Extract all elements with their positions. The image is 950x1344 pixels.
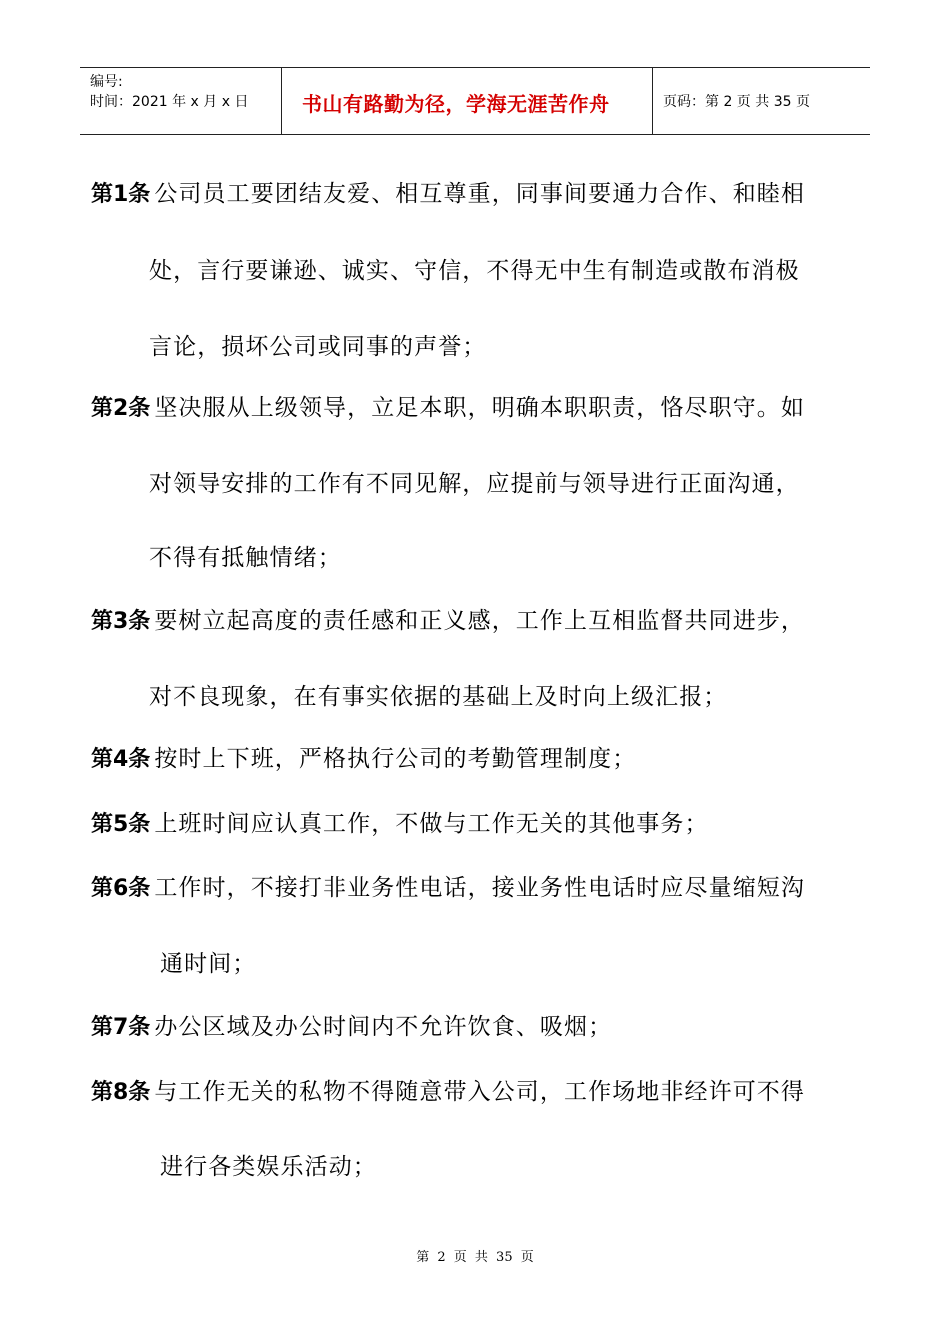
article-6-text-1: 工作时，不接打非业务性电话，接业务性电话时应尽量缩短沟: [154, 875, 806, 901]
article-7-label: 第7条: [91, 1015, 151, 1040]
article-5-label: 第5条: [91, 812, 151, 837]
header-motto: 书山有路勤为径，学海无涯苦作舟: [302, 91, 610, 116]
article-2-text-1: 坚决服从上级领导，立足本职，明确本职职责，恪尽职守。如: [154, 395, 806, 421]
article-8-label: 第8条: [91, 1080, 151, 1105]
article-1-line-2: 处，言行要谦逊、诚实、守信，不得无中生有制造或散布消极: [149, 258, 800, 284]
page-header: [80, 67, 870, 135]
article-8-text-1: 与工作无关的私物不得随意带入公司，工作场地非经许可不得: [154, 1079, 806, 1105]
header-motto-cell: [282, 68, 653, 134]
article-2-line-1: [91, 393, 805, 424]
article-7-line-1: [91, 1012, 612, 1043]
article-8-line-1: [91, 1077, 805, 1108]
document-time-label: 时间：2021 年 x 月 x 日: [90, 94, 249, 110]
article-3-line-1: [91, 606, 805, 637]
article-4-label: 第4条: [91, 747, 151, 772]
article-2-line-3: 不得有抵触情绪；: [149, 545, 342, 571]
article-3-label: 第3条: [91, 609, 151, 634]
document-number-label: 编号:: [90, 74, 123, 90]
article-4-text-1: 按时上下班，严格执行公司的考勤管理制度；: [154, 746, 637, 772]
header-page-info: 页码：第 2 页 共 35 页: [663, 94, 810, 110]
article-6-line-1: [91, 873, 805, 904]
article-1-line-3: 言论，损坏公司或同事的声誉；: [149, 334, 487, 360]
article-6-label: 第6条: [91, 876, 151, 901]
article-2-label: 第2条: [91, 396, 151, 421]
header-meta-cell: [80, 68, 282, 134]
article-5-text-1: 上班时间应认真工作，不做与工作无关的其他事务；: [154, 811, 709, 837]
article-1-label: 第1条: [91, 182, 151, 207]
article-8-line-2: 进行各类娱乐活动；: [160, 1154, 377, 1180]
article-5-line-1: [91, 809, 709, 840]
page-footer: 第 2 页 共 35 页: [416, 1250, 534, 1265]
header-page-cell: [653, 68, 870, 134]
article-6-line-2: 通时间；: [160, 951, 257, 977]
article-7-text-1: 办公区域及办公时间内不允许饮食、吸烟；: [154, 1014, 613, 1040]
article-1-text-1: 公司员工要团结友爱、相互尊重，同事间要通力合作、和睦相: [154, 181, 806, 207]
article-3-line-2: 对不良现象，在有事实依据的基础上及时向上级汇报；: [149, 684, 728, 710]
article-3-text-1: 要树立起高度的责任感和正义感，工作上互相监督共同进步，: [154, 608, 806, 634]
article-1-line-1: [91, 179, 805, 210]
article-2-line-2: 对领导安排的工作有不同见解，应提前与领导进行正面沟通，: [149, 471, 800, 497]
article-4-line-1: [91, 744, 636, 775]
